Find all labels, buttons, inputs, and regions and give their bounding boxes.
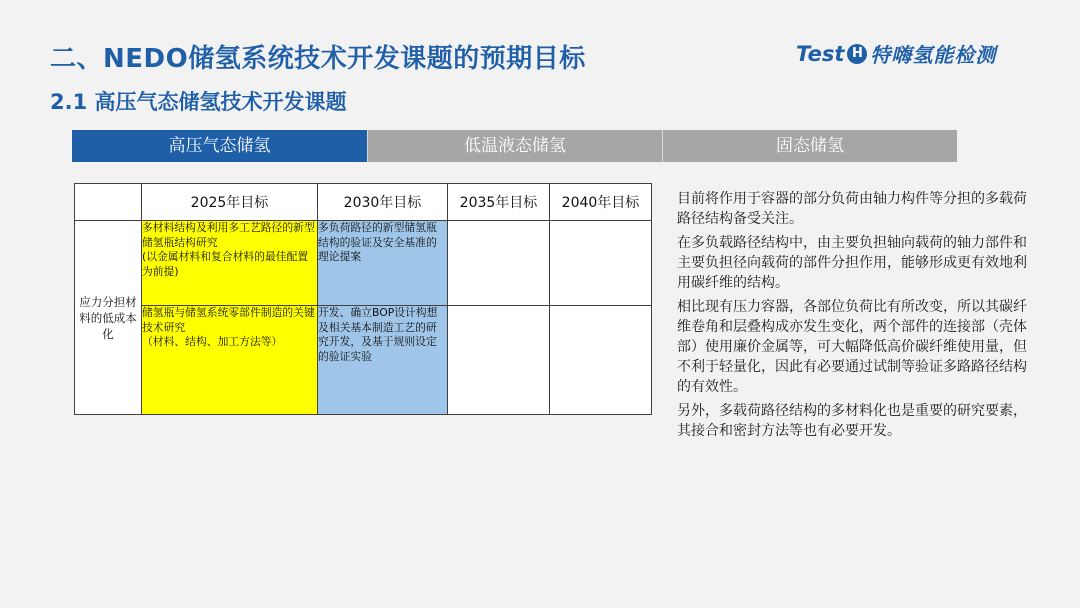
table-header-2040: 2040年目标 bbox=[550, 184, 652, 221]
cell-text: 多负荷路径的新型储氢瓶结构的验证及安全基准的理论提案 bbox=[318, 221, 437, 263]
cell-2030-r1 bbox=[318, 221, 448, 306]
tab-solid-state[interactable]: 固态储氢 bbox=[662, 130, 957, 162]
cell-2035-r1 bbox=[448, 221, 550, 306]
row-label: 应力分担材料的低成本化 bbox=[75, 221, 142, 415]
cell-text: 开发、确立BOP设计构想及相关基本制造工艺的研究开发，及基于规则设定的验证实验 bbox=[318, 306, 438, 363]
goals-table bbox=[74, 183, 652, 415]
table-header-2025: 2025年目标 bbox=[142, 184, 318, 221]
description-paragraph: 另外，多载荷路径结构的多材料化也是重要的研究要素，其接合和密封方法等也有必要开发。 bbox=[677, 403, 1027, 439]
cell-2025-r2 bbox=[142, 306, 318, 415]
cell-2040-r1 bbox=[550, 221, 652, 306]
table-row bbox=[75, 306, 652, 415]
cell-2030-r2 bbox=[318, 306, 448, 415]
description-paragraph: 目前将作用于容器的部分负荷由轴力构件等分担的多载荷路径结构备受关注。 bbox=[677, 191, 1027, 227]
cell-text: 多材料结构及利用多工艺路径的新型储氢瓶结构研究 (以金属材料和复合材料的最佳配置为前提) bbox=[142, 221, 315, 278]
table-row bbox=[75, 221, 652, 306]
description-paragraph: 相比现有压力容器，各部位负荷比有所改变，所以其碳纤维卷角和层叠构成亦发生变化，两个部件的连接部（壳体部）使用廉价金属等，可大幅降低高价碳纤维使用量，但不利于轻量化，因此有必要通过试制等验证多路路径结构的有效性。 bbox=[677, 299, 1027, 395]
section-subtitle: 2.1 高压气态储氢技术开发课题 bbox=[50, 90, 347, 114]
table-header-empty bbox=[75, 184, 142, 221]
logo-text-cn: 特嗨氢能检测 bbox=[870, 43, 997, 67]
cell-2040-r2 bbox=[550, 306, 652, 415]
page-title: 二、NEDO储氢系统技术开发课题的预期目标 bbox=[50, 44, 586, 74]
cell-text: 储氢瓶与储氢系统零部件制造的关键技术研究 （材料、结构、加工方法等） bbox=[142, 306, 315, 348]
table-header-2030: 2030年目标 bbox=[318, 184, 448, 221]
tab-low-temp-liquid[interactable]: 低温液态储氢 bbox=[367, 130, 662, 162]
logo-text-test: Test bbox=[796, 41, 845, 66]
description-paragraph: 在多负载路径结构中，由主要负担轴向载荷的轴力部件和主要负担径向载荷的部件分担作用，能够形成更有效地利用碳纤维的结构。 bbox=[677, 235, 1027, 291]
table-header-2035: 2035年目标 bbox=[448, 184, 550, 221]
company-logo bbox=[796, 39, 996, 68]
storage-type-tabs bbox=[72, 130, 957, 162]
hydrogen-logo-icon: H bbox=[847, 44, 867, 64]
cell-2025-r1 bbox=[142, 221, 318, 306]
tab-high-pressure-gas[interactable]: 高压气态储氢 bbox=[72, 130, 367, 162]
table-header-row bbox=[75, 184, 652, 221]
cell-2035-r2 bbox=[448, 306, 550, 415]
description-column bbox=[677, 189, 1027, 445]
